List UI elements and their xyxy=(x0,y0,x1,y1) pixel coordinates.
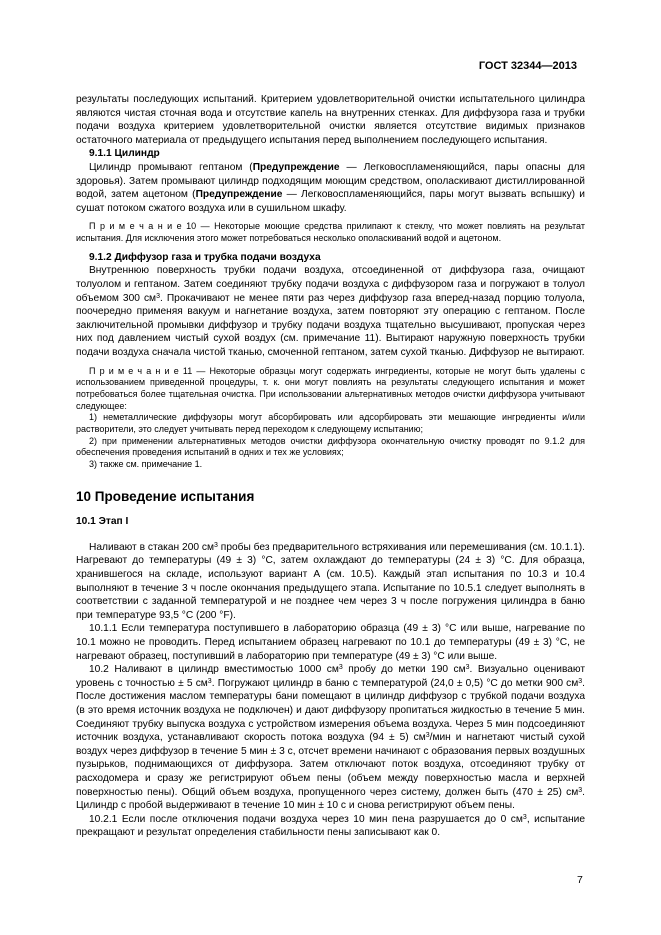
warning-label: Предупреждение xyxy=(195,189,283,201)
note-11-item-2: 2) при применении альтернативных методов очистки диффузора окончательную очистку проводят по 9.1.2 для обеспечения проведения испытаний в одних и тех же условиях; xyxy=(76,435,585,458)
page-number: 7 xyxy=(577,874,583,886)
paragraph-10-1-1: 10.1.1 Если температура поступившего в лабораторию образца (49 ± 3) °С или выше, нагревание по 10.1 можно не проводить. Перед испытанием образец нагревают по 10.1 до температуры (49 ± 3) °С, не нагревают образец, поступивший в лабораторию при температуре (49 ± 3) °С или выше. xyxy=(76,623,585,662)
section-10-1-title: 10.1 Этап I xyxy=(76,515,129,527)
section-9-1-2-title: 9.1.2 Диффузор газа и трубка подачи воздуха xyxy=(89,251,321,263)
note-11-item-3: 3) также см. примечание 1. xyxy=(89,459,203,470)
note-label: П р и м е ч а н и е xyxy=(89,365,179,376)
section-10-title: 10 Проведение испытания xyxy=(76,488,255,504)
paragraph-10-1: Наливают в стакан 200 $см^3$ пробы без предварительного встряхивания или перемешивания (см. 10.1.1). Нагревают до температуры (49 ± 3) °С, затем охлаждают до температуры (24 ± 3) °С. Для образца, хранившегося на складе, используют вариант А (см. 10.5). Каждый этап испытания по 10.3 и 10.4 выполняют в течение 3 ч после окончания предыдущего этапа. Испытание по 10.5.1 следует выполнять в соответствии с заданной температурой и не позднее чем через 3 ч после погружения цилиндра в баню при температуре 93,5 °С (200 °F). xyxy=(76,541,585,621)
warning-label: Предупреждение xyxy=(252,161,340,173)
paragraph-9-1-2: Внутреннюю поверхность трубки подачи воздуха, отсоединенной от диффузора газа, очищают толуолом и гептаном. Затем соединяют трубку подачи воздуха с диффузором газа и погружают в толуол объемом 300 $см^3$. Прокачивают не менее пяти раз через диффузор газа вперед-назад порцию толуола, поочередно применяя вакуум и нагнетание воздуха, затем повторяют эту операцию с гептаном. После заключительной промывки диффузор и трубку подачи воздуха тщательно высушивают, пропуская через них под давлением чистый сухой воздух (см. примечание 11). Вытирают наружную поверхность трубки подачи воздуха сначала чистой тканью, смоченной гептаном, затем сухой тканью. Диффузор не вытирают. xyxy=(76,265,586,358)
paragraph-10-2: 10.2 Наливают в цилиндр вместимостью 1000 $см^3$ пробу до метки 190 $см^3$. Визуально оценивают уровень с точностью ± 5 $см^3$. Погружают цилиндр в баню с температурой (24,0 ± 0,5) °С до метки 900 $см^3$. После достижения маслом температуры бани помещают в цилиндр диффузор с трубкой подачи воздуха (в это время источник воздуха не подключен) и дают диффузору пропитаться жидкостью в течение 5 мин. Соединяют трубку выпуска воздуха с устройством измерения объема воздуха. Через 5 мин подсоединяют источник воздуха, устанавливают скорость потока воздуха (94 ± 5) $см^3$/мин и нагнетают чистый сухой воздух через диффузор в течение 5 мин ± 3 с, отсчет времени начинают с образования первых воздушных пузырьков, поднимающихся от диффузора. Затем отключают поток воздуха, отсоединяют трубку от расходомера и сразу же регистрируют объем пены (объем между поверхностью масла и верхней поверхностью пены). Общий объем воздуха, пропущенного через систему, должен быть (470 ± 25) $см^3$. Цилиндр с пробой выдерживают в течение 10 мин ± 10 с и снова регистрируют объем пены. xyxy=(76,664,586,812)
section-9-1-1-title: 9.1.1 Цилиндр xyxy=(89,148,160,160)
paragraph-results: результаты последующих испытаний. Критерием удовлетворительной очистки испытательного цилиндра являются чистая сточная вода и отсутствие капель на внутренних стенках. Для диффузора газа и трубки подачи воздуха критерием удовлетворительной очистки является отсутствие видимых признаков остаточного материала от предыдущего испытания перед выполнением последующего испытания. xyxy=(76,94,585,146)
paragraph-10-2-1: 10.2.1 Если после отключения подачи воздуха через 10 мин пена разрушается до 0 $см^3$, испытание прекращают и результат определения стабильности пены записывают как 0. xyxy=(76,813,586,839)
note-11: П р и м е ч а н и е 11 — Некоторые образцы могут содержать ингредиенты, которые не могут быть удалены с использованием приведенной процедуры, т. к. они могут повлиять на результаты следующего испытания и может потребоваться более тщательная очистка. При использовании альтернативных методов очистки диффузора учитывают следующее: 1) неметаллические диффузоры могут абсорбировать или адсорбировать эти мешающие ингредиенты и/или растворители, это следует учитывать перед переходом к следующему испытанию; 2) при применении альтернативных методов очистки диффузора окончательную очистку проводят по 9.1.2 для обеспечения проведения испытаний в одних и тех же условиях; 3) также см. примечание 1. xyxy=(76,365,585,470)
note-label: П р и м е ч а н и е xyxy=(89,221,182,232)
note-11-item-1: 1) неметаллические диффузоры могут абсорбировать или адсорбировать эти мешающие ингредиенты и/или растворители, это следует учитывать перед переходом к следующему испытанию; xyxy=(76,412,585,435)
page-content xyxy=(76,93,585,840)
note-10: П р и м е ч а н и е 10 — Некоторые моющие средства прилипают к стеклу, что может повлиять на результат испытания. Для исключения этого может потребоваться несколько ополаскиваний водой и ацетоном. xyxy=(76,221,585,244)
document-header: ГОСТ 32344—2013 xyxy=(478,60,577,72)
paragraph-9-1-1: Цилиндр промывают гептаном (Предупреждение — Легковоспламеняющийся, пары опасны для здоровья). Затем промывают цилиндр подходящим моющим средством, ополаскивают дистиллированной водой, затем ацетоном (Предупреждение — Легковоспламеняющийся, пары могут вызвать вспышку) и сушат потоком сжатого воздуха или в сушильном шкафу. xyxy=(76,161,585,214)
